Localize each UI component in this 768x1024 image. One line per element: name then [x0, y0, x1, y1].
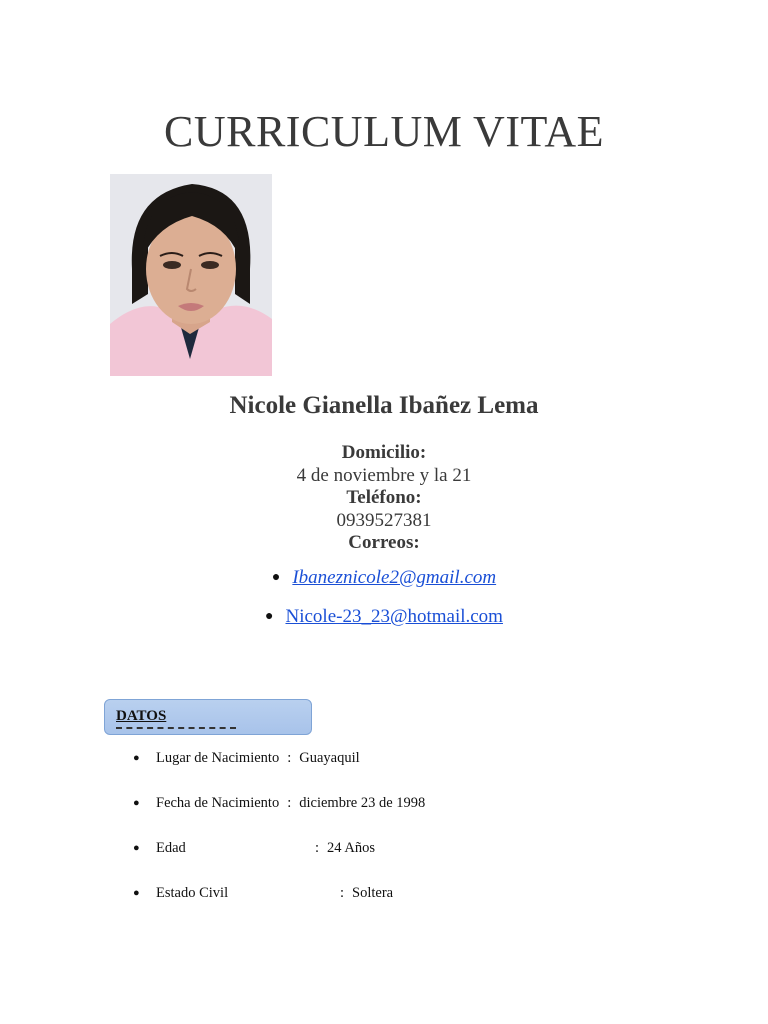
- domicilio-label: Domicilio:: [341, 442, 427, 463]
- bullet-icon: ●: [271, 570, 281, 585]
- bullet-icon: ●: [133, 752, 140, 764]
- detail-row: [133, 884, 393, 902]
- section-header-datos: [104, 699, 312, 735]
- full-name: Nicole Gianella Ibañez Lema: [229, 392, 539, 419]
- detail-label: Edad: [156, 840, 186, 856]
- detail-label: Estado Civil: [156, 885, 229, 901]
- domicilio-value: 4 de noviembre y la 21: [296, 464, 472, 486]
- correos-label: Correos:: [348, 532, 420, 553]
- email-link-gmail[interactable]: Ibaneznicole2@gmail.com: [292, 567, 497, 588]
- detail-label: Lugar de Nacimiento: [156, 750, 280, 766]
- detail-row: [133, 839, 375, 857]
- detail-value: 24 Años: [327, 840, 375, 856]
- detail-row: [133, 749, 360, 767]
- bullet-icon: ●: [133, 887, 140, 899]
- detail-separator: :: [287, 795, 292, 811]
- detail-row: [133, 794, 425, 812]
- detail-value: Soltera: [352, 885, 394, 901]
- detail-separator: :: [287, 750, 292, 766]
- email-link-hotmail[interactable]: Nicole-23_23@hotmail.com: [285, 606, 503, 627]
- detail-value: diciembre 23 de 1998: [299, 795, 426, 811]
- detail-separator: :: [340, 885, 345, 901]
- detail-separator: :: [315, 840, 320, 856]
- email-item: [0, 566, 768, 590]
- clipped-text-decoration: [116, 727, 236, 735]
- email-item: [0, 605, 768, 629]
- profile-photo: [110, 174, 272, 376]
- section-header-label: DATOS: [116, 708, 167, 724]
- detail-label: Fecha de Nacimiento: [156, 795, 280, 811]
- telefono-label: Teléfono:: [346, 487, 422, 508]
- bullet-icon: ●: [133, 842, 140, 854]
- bullet-icon: ●: [133, 797, 140, 809]
- detail-value: Guayaquil: [299, 750, 360, 766]
- document-title: CURRICULUM VITAE: [163, 107, 604, 156]
- telefono-value: 0939527381: [336, 509, 432, 531]
- contact-block: [0, 442, 768, 555]
- bullet-icon: ●: [265, 609, 274, 624]
